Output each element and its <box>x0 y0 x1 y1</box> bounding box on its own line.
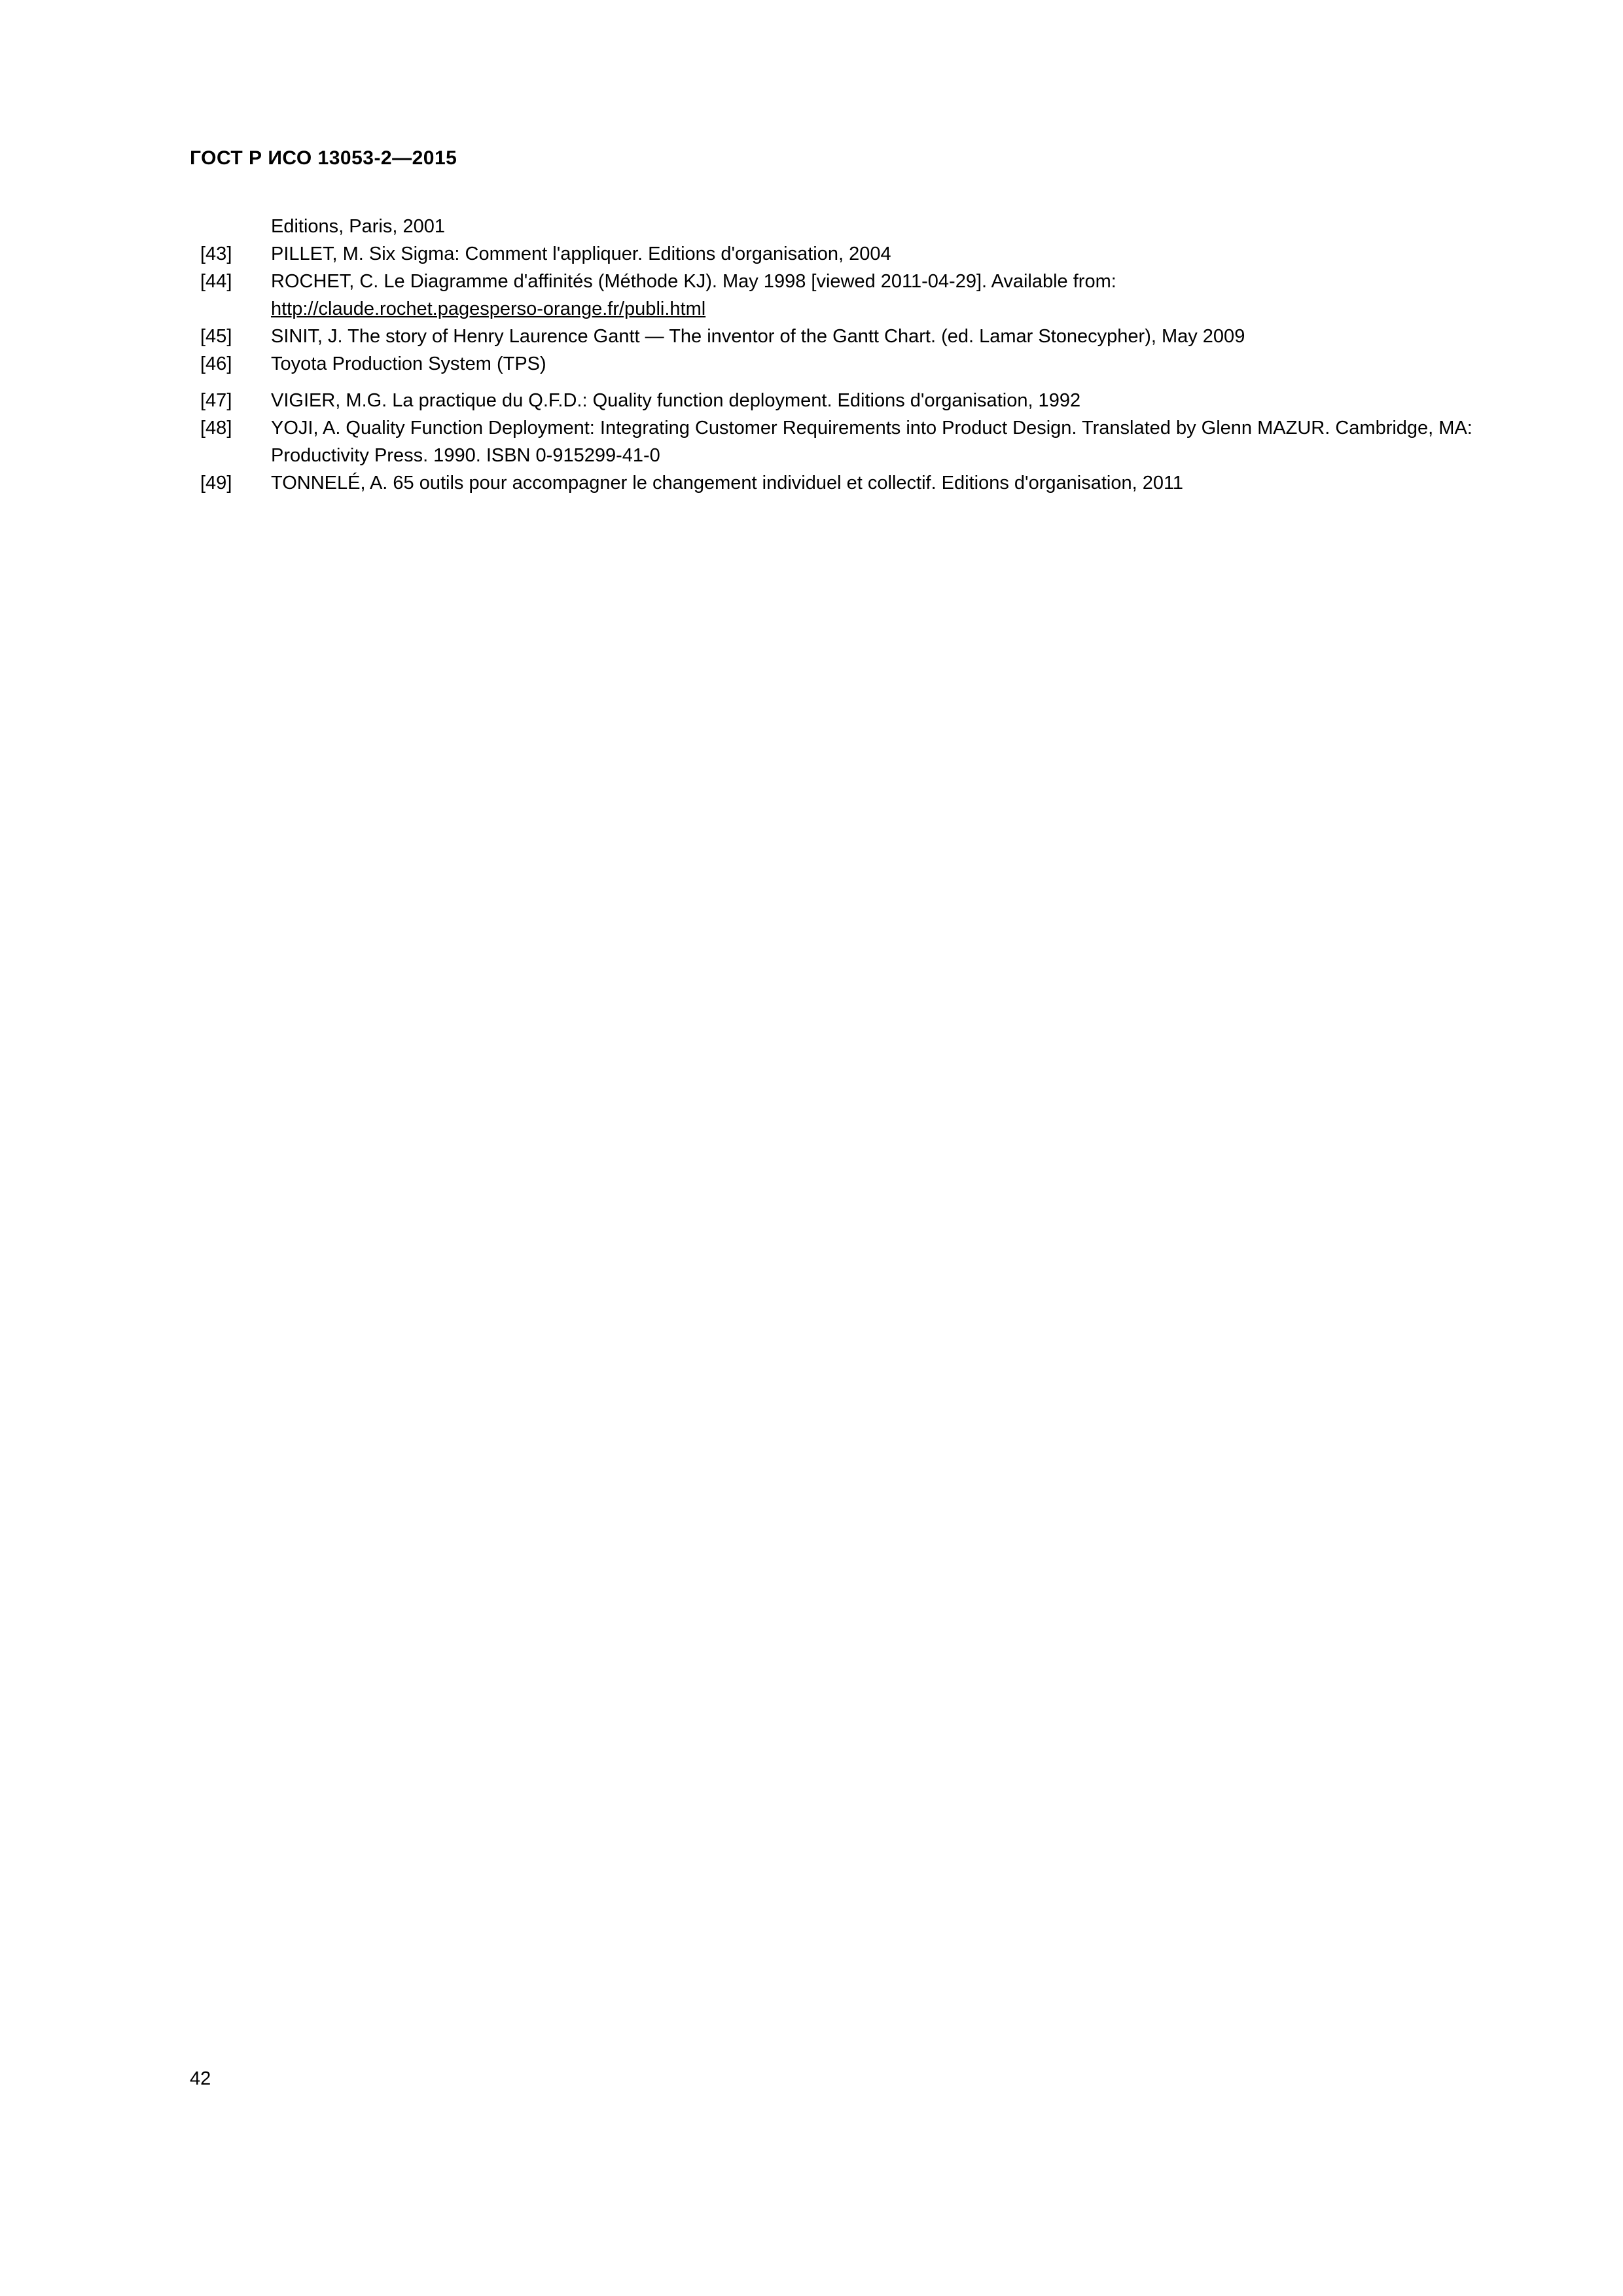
list-item <box>190 268 1492 323</box>
reference-text: PILLET, M. Six Sigma: Comment l'appliquer. Editions d'organisation, 2004 <box>271 243 891 264</box>
reference-number: [44] <box>200 271 232 292</box>
reference-text: TONNELÉ, A. 65 outils pour accompagner le changement individuel et collectif. Editions d'organisation, 2011 <box>271 473 1184 493</box>
bibliography-section <box>190 213 1492 497</box>
list-item <box>190 350 1492 378</box>
list-item <box>190 414 1492 469</box>
reference-list <box>190 240 1492 497</box>
reference-url-link[interactable]: http://claude.rochet.pagesperso-orange.fr/publi.html <box>271 298 706 319</box>
reference-number: [49] <box>200 473 232 493</box>
reference-number: [47] <box>200 390 232 411</box>
reference-text: VIGIER, M.G. La practique du Q.F.D.: Quality function deployment. Editions d'organisation, 1992 <box>271 390 1081 411</box>
reference-text <box>271 268 1492 323</box>
page-header-standard-number: ГОСТ Р ИСО 13053-2—2015 <box>190 147 457 169</box>
reference-number: [45] <box>200 326 232 347</box>
list-item <box>190 469 1492 497</box>
reference-text: YOJI, A. Quality Function Deployment: Integrating Customer Requirements into Product Design. Translated by Glenn MAZUR. Cambridge, MA: Productivity Press. 1990. ISBN 0-915299-41-0 <box>271 418 1472 466</box>
continuation-text: Editions, Paris, 2001 <box>271 216 445 237</box>
reference-text: SINIT, J. The story of Henry Laurence Gantt — The inventor of the Gantt Chart. (ed. Lamar Stonecypher), May 2009 <box>271 326 1245 347</box>
reference-text: Toyota Production System (TPS) <box>271 353 546 374</box>
list-item <box>190 387 1492 414</box>
reference-number: [43] <box>200 243 232 264</box>
list-spacer <box>190 378 1492 387</box>
reference-number: [46] <box>200 353 232 374</box>
list-item <box>190 323 1492 350</box>
page-number: 42 <box>190 2068 211 2089</box>
list-item <box>190 240 1492 268</box>
reference-number: [48] <box>200 418 232 439</box>
reference-text-body: ROCHET, C. Le Diagramme d'affinités (Méthode KJ). May 1998 [viewed 2011-04-29]. Available from: <box>271 271 1116 292</box>
